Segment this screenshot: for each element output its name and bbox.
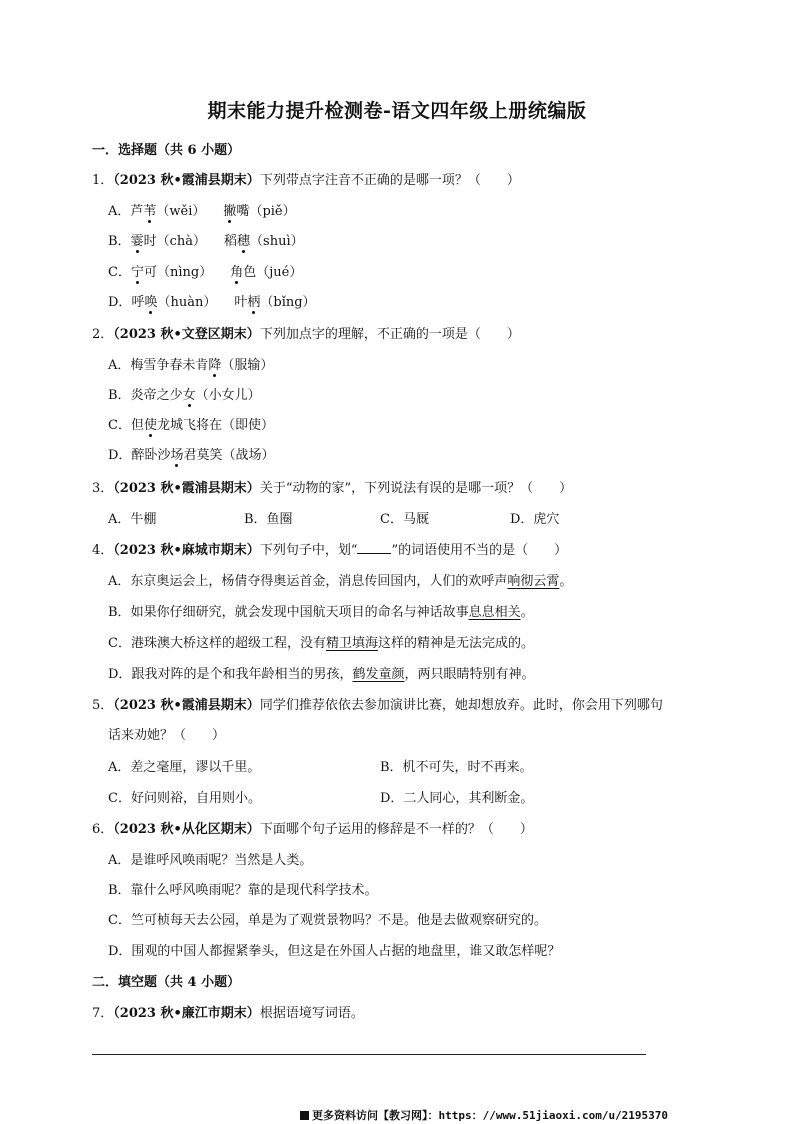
underlined-phrase: 息息相关 [468, 605, 521, 620]
question-source: （2023 秋•霞浦县期末） [113, 173, 260, 188]
dotted-char: 撇 [223, 200, 236, 219]
section-heading-fill: 二．填空题（共 4 小题） [92, 975, 241, 990]
q2-option-b: B．炎帝之少女（小女儿） [108, 384, 261, 403]
question-text: 下列带点字注音不正确的是哪一项？（ ） [259, 173, 520, 188]
q1-option-c: C．宁可（nìng） 角色（jué） [108, 261, 302, 280]
question-number: 1． [92, 173, 114, 188]
underline-blank [357, 542, 391, 554]
underlined-phrase: 响彻云霄 [507, 574, 560, 589]
question-text: 下面哪个句子运用的修辞是不一样的？（ ） [259, 822, 533, 837]
dotted-char: 降 [208, 354, 221, 373]
q4-option-a: A．东京奥运会上，杨倩夺得奥运首金，消息传回国内，人们的欢呼声响彻云霄。 [108, 574, 573, 589]
dotted-char: 唤 [144, 291, 157, 310]
question-source: （2023 秋•麻城市期末） [113, 543, 260, 558]
q6-option-a: A．是谁呼风唤雨呢？当然是人类。 [108, 853, 313, 868]
footer-link[interactable] [300, 1107, 668, 1123]
question-source: （2023 秋•从化区期末） [113, 822, 260, 837]
q1-option-d: D．呼唤（huàn） 叶柄（bǐng） [108, 291, 316, 310]
q3-option-a: A．牛棚 [108, 512, 157, 527]
question-5: 5．（2023 秋•霞浦县期末）同学们推荐依依去参加演讲比赛，她却想放弃。此时，你会用下列哪句 [92, 698, 663, 713]
underlined-phrase: 鹤发童颜 [352, 667, 405, 682]
q5-option-b: B．机不可失，时不再来。 [380, 760, 533, 775]
question-text: 同学们推荐依依去参加演讲比赛，她却想放弃。此时，你会用下列哪句 [259, 698, 663, 713]
q2-option-a: A．梅雪争春未肯降（服输） [108, 354, 273, 373]
q6-option-c: C．竺可桢每天去公园，单是为了观赏景物吗？不是。他是去做观察研究的。 [108, 913, 547, 928]
q2-option-d: D．醉卧沙场君莫笑（战场） [108, 444, 274, 463]
q2-option-c: C．但使龙城飞将在（即使） [108, 414, 274, 433]
question-text: 关于“动物的家”，下列说法有误的是哪一项？（ ） [259, 481, 573, 496]
dotted-char: 角 [230, 261, 243, 280]
q3-option-d: D．虎穴 [510, 512, 560, 527]
question-source: （2023 秋•文登区期末） [113, 327, 260, 342]
q5-option-d: D．二人同心，其利断金。 [380, 791, 534, 806]
dotted-char: 女 [183, 384, 196, 403]
q5-option-c: C．好问则裕，自用则小。 [108, 791, 261, 806]
q1-option-a: A．芦苇（wěi） 撇嘴（piě） [108, 200, 296, 219]
dotted-char: 霎 [131, 230, 144, 249]
question-2: 2．（2023 秋•文登区期末）下列加点字的理解，不正确的一项是（ ） [92, 327, 520, 342]
q3-option-c: C．马厩 [380, 512, 429, 527]
q4-option-b: B．如果你仔细研究，就会发现中国航天项目的命名与神话故事息息相关。 [108, 605, 534, 620]
question-text: 根据语境写词语。 [259, 1006, 364, 1021]
q4-option-c: C．港珠澳大桥这样的超级工程，没有精卫填海这样的精神是无法完成的。 [108, 636, 534, 651]
q1-option-b: B．霎时（chà） 稻穗（shuì） [108, 230, 304, 249]
footer-divider [92, 1054, 646, 1055]
question-source: （2023 秋•霞浦县期末） [113, 481, 260, 496]
q3-option-b: B．鱼圈 [244, 512, 293, 527]
q6-option-b: B．靠什么呼风唤雨呢？靠的是现代科学技术。 [108, 883, 378, 898]
underlined-phrase: 精卫填海 [325, 636, 378, 651]
question-7: 7．（2023 秋•廉江市期末）根据语境写词语。 [92, 1006, 364, 1021]
dotted-char: 场 [170, 444, 183, 463]
question-4: 4．（2023 秋•麻城市期末）下列句子中，划“ ”的词语使用不当的是（ ） [92, 543, 568, 558]
dotted-char: 使 [144, 414, 157, 433]
question-source: （2023 秋•廉江市期末） [113, 1006, 260, 1021]
question-6: 6．（2023 秋•从化区期末）下面哪个句子运用的修辞是不一样的？（ ） [92, 822, 533, 837]
dotted-char: 宁 [131, 261, 144, 280]
dotted-char: 柄 [247, 291, 260, 310]
dotted-char: 穗 [237, 230, 250, 249]
page-title: 期末能力提升检测卷-语文四年级上册统编版 [207, 100, 587, 122]
q5-option-a: A．差之毫厘，谬以千里。 [108, 760, 261, 775]
section-heading-choice: 一．选择题（共 6 小题） [92, 143, 241, 158]
question-text: 下列加点字的理解，不正确的一项是（ ） [259, 327, 520, 342]
question-source: （2023 秋•霞浦县期末） [113, 698, 260, 713]
dotted-char: 苇 [143, 200, 156, 219]
flag-icon [300, 1111, 309, 1120]
question-3: 3．（2023 秋•霞浦县期末）关于“动物的家”，下列说法有误的是哪一项？（ ） [92, 481, 573, 496]
question-1 [92, 169, 520, 188]
q6-option-d: D．围观的中国人都握紧拳头，但这是在外国人占据的地盘里，谁又敢怎样呢？ [108, 944, 561, 959]
q4-option-d: D．跟我对阵的是个和我年龄相当的男孩，鹤发童颜，两只眼睛特别有神。 [108, 667, 535, 682]
footer-text: 更多资料访问【教习网】：https：//www.51jiaoxi.com/u/2195370 [312, 1109, 669, 1122]
question-5-continued: 话来劝她？（ ） [108, 728, 226, 743]
